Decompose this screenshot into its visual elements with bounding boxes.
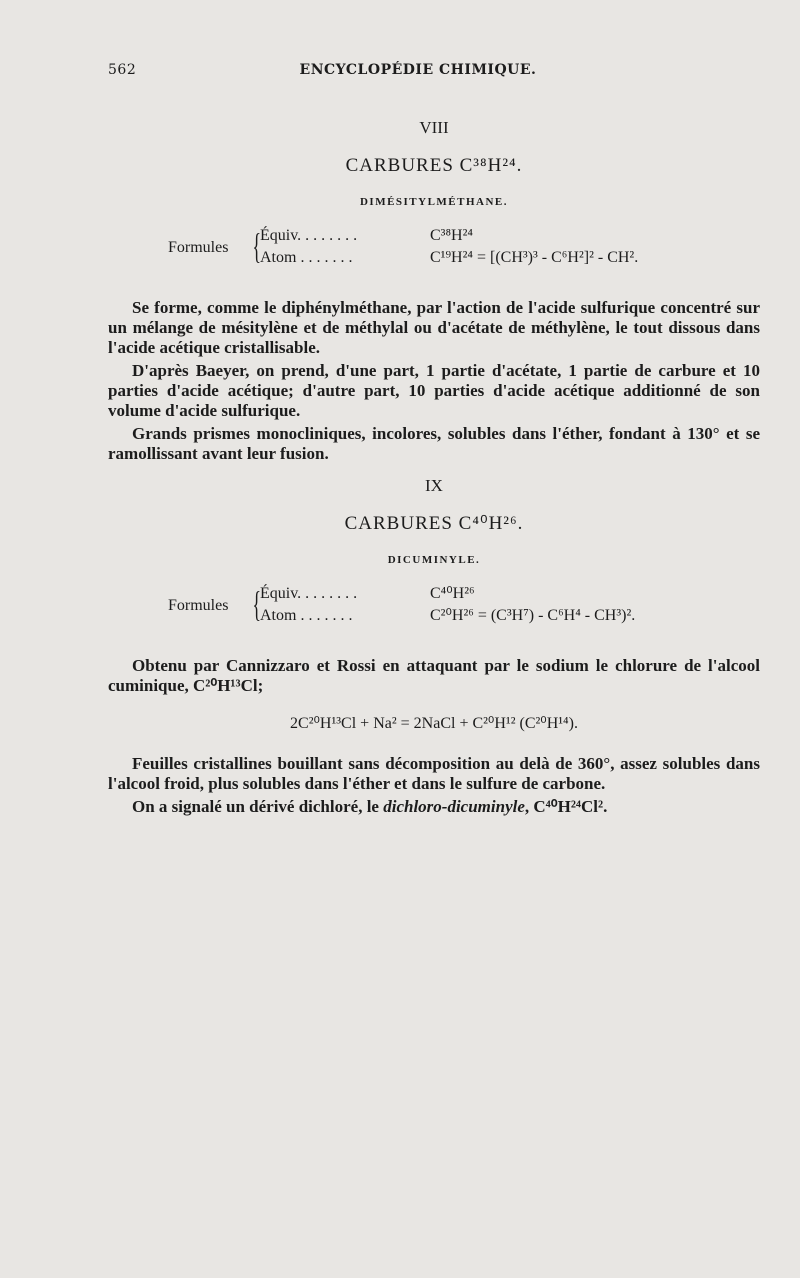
formula-atom-line (260, 606, 635, 626)
formula-equiv-line (260, 584, 475, 604)
section-9-paragraph-3 (108, 797, 760, 817)
formula-atom-value: C²⁰H²⁶ = (C³H⁷) - C⁶H⁴ - CH³)². (430, 607, 636, 624)
section-9-paragraph-2: Feuilles cristallines bouillant sans décomposition au delà de 360°, assez solubles dans l'alcool froid, plus solubles dans l'éther et dans le sulfure de carbone. (108, 754, 760, 793)
running-title: ENCYCLOPÉDIE CHIMIQUE. (299, 62, 537, 78)
formulas-label: Formules (168, 239, 229, 256)
section-9-title: CARBURES C⁴⁰H²⁶. (344, 513, 524, 534)
brace-icon: { (252, 226, 261, 266)
brace-icon: { (252, 584, 261, 624)
formula-equiv-value: C⁴⁰H²⁶ (430, 585, 475, 602)
formula-atom-line (260, 248, 638, 268)
section-8-number: VIII (419, 118, 449, 137)
section-8-paragraph-3: Grands prismes monocliniques, incolores, solubles dans l'éther, fondant à 130° et se ramollissant avant leur fusion. (108, 424, 760, 463)
paragraph-3-end: , C⁴⁰H²⁴Cl². (524, 797, 608, 816)
section-9-subtitle: DICUMINYLE. (387, 554, 481, 566)
section-9-formulas (108, 582, 760, 634)
page-content (108, 118, 760, 820)
section-8-paragraph-1: Se forme, comme le diphénylméthane, par l'action de l'acide sulfurique concentré sur un mélange de mésitylène et de méthylal ou d'acétate de méthylène, le tout dissous dans l'acide acétique cristallisable. (108, 298, 760, 357)
formula-atom-key: Atom . . . . . . . (260, 249, 353, 266)
formula-equiv-key: Équiv. . . . . . . . (260, 227, 358, 244)
formula-equiv-line (260, 226, 473, 246)
section-9-paragraph-1: Obtenu par Cannizzaro et Rossi en attaquant par le sodium le chlorure de l'alcool cuminique, C²⁰H¹³Cl; (108, 656, 760, 695)
formula-equiv-value: C³⁸H²⁴ (430, 227, 473, 244)
section-8-paragraph-2: D'après Baeyer, on prend, d'une part, 1 partie d'acétate, 1 partie de carbure et 10 parties d'acide acétique; d'autre part, 10 parties d'acide acétique additionné de son volume d'acide sulfurique. (108, 361, 760, 420)
formula-atom-key: Atom . . . . . . . (260, 607, 353, 624)
formula-equiv-key: Équiv. . . . . . . . (260, 585, 358, 602)
paragraph-3-start: On a signalé un dérivé dichloré, le (132, 797, 384, 816)
formula-atom-value: C¹⁹H²⁴ = [(CH³)³ - C⁶H²]² - CH². (430, 249, 639, 266)
page-number: 562 (108, 62, 137, 78)
formulas-label: Formules (168, 597, 229, 614)
reaction-equation: 2C²⁰H¹³Cl + Na² = 2NaCl + C²⁰H¹² (C²⁰H¹⁴). (290, 715, 578, 732)
section-8-title: CARBURES C³⁸H²⁴. (345, 155, 523, 176)
section-8-formulas (108, 224, 760, 276)
section-9-number: IX (425, 476, 443, 495)
paragraph-3-italic-term: dichloro-dicuminyle (383, 797, 525, 816)
section-8-subtitle: DIMÉSITYLMÉTHANE. (359, 196, 509, 208)
